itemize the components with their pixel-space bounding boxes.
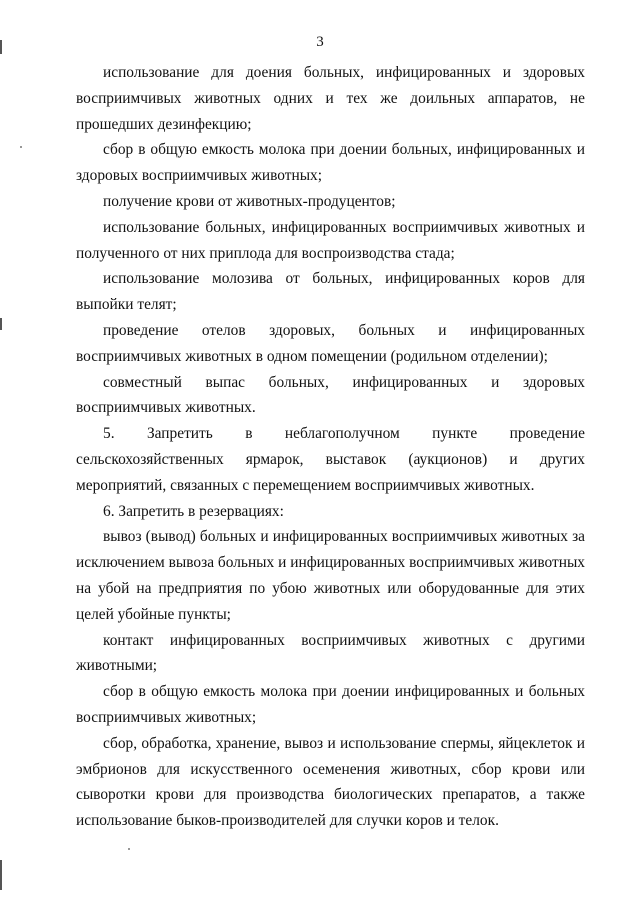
paragraph: 6. Запретить в резервациях: [103, 502, 284, 520]
scan-edge-mark [0, 40, 2, 54]
paragraph: получение крови от животных-продуцентов; [103, 192, 396, 210]
paragraph: вывоз (вывод) больных и инфицированных восприимчивых животных за исключением вывоза больных и инфицированных восприимчивых животных на убой на предприятия по убою животных или оборудованные для этих целей убойные пункты; [76, 528, 585, 623]
document-body [76, 60, 585, 834]
paragraph: использование для доения больных, инфицированных и здоровых восприимчивых животных одних и тех же доильных аппаратов, не прошедших дезинфекцию; [76, 64, 585, 133]
scan-edge-mark [0, 318, 2, 330]
scan-edge-mark [0, 860, 2, 890]
scan-speck [128, 848, 130, 850]
paragraph: 5. Запретить в неблагополучном пункте проведение сельскохозяйственных ярмарок, выставок (аукционов) и других мероприятий, связанных с перемещением восприимчивых животных. [76, 425, 585, 494]
paragraph: использование молозива от больных, инфицированных коров для выпойки телят; [76, 270, 585, 314]
paragraph: контакт инфицированных восприимчивых животных с другими животными; [76, 631, 585, 675]
paragraph: сбор в общую емкость молока при доении инфицированных и больных восприимчивых животных; [76, 683, 585, 726]
page-number: 3 [316, 34, 324, 50]
paragraph: совместный выпас больных, инфицированных и здоровых восприимчивых животных. [76, 373, 585, 417]
paragraph: сбор в общую емкость молока при доении больных, инфицированных и здоровых восприимчивых животных; [76, 141, 585, 185]
scan-speck [20, 146, 22, 148]
paragraph: использование больных, инфицированных восприимчивых животных и полученного от них приплода для воспроизводства стада; [76, 218, 585, 262]
paragraph: проведение отелов здоровых, больных и инфицированных восприимчивых животных в одном помещении (родильном отделении); [76, 321, 585, 365]
paragraph: сбор, обработка, хранение, вывоз и использование спермы, яйцеклеток и эмбрионов для искусственного осеменения животных, сбор крови или сыворотки крови для производства биологических препаратов, а также использование быков-производителей для случки коров и телок. [76, 734, 585, 830]
